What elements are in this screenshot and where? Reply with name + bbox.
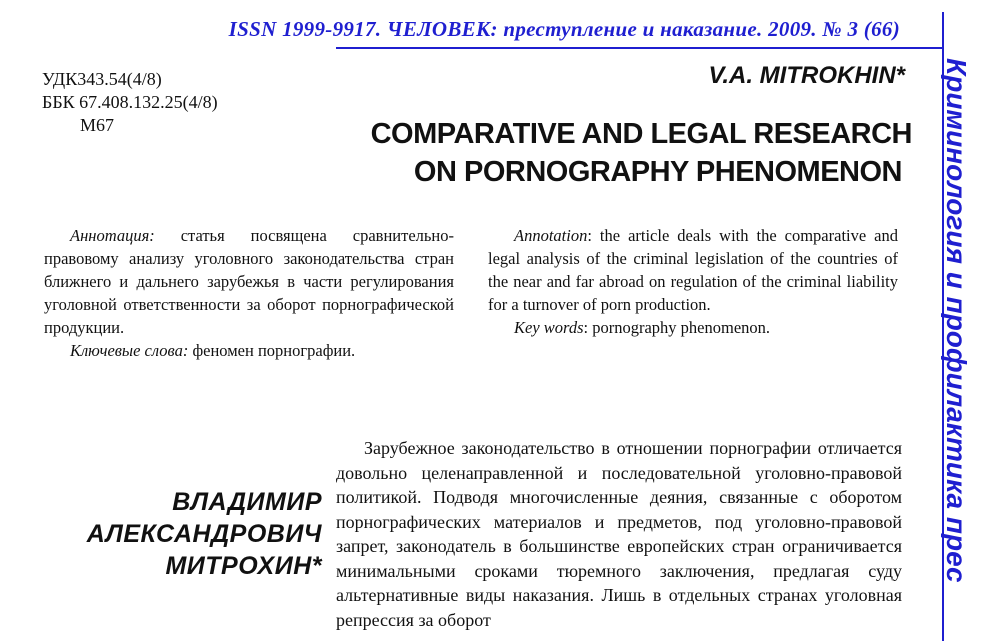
annotation-label-en: Annotation bbox=[514, 226, 588, 245]
section-banner: Криминология и профилактика прес bbox=[941, 58, 972, 583]
author-name-en: V.A. MITROKHIN* bbox=[708, 62, 905, 89]
udc-code: УДК343.54(4/8) bbox=[42, 69, 162, 89]
abstract-ru bbox=[44, 224, 454, 362]
author-mark-code: М67 bbox=[80, 115, 115, 135]
annotation-text-en: : the article deals with the comparative and legal analysis of the criminal legislation of the countries of the near and far abroad on regulation of the criminal liability for a turnover of porn production. bbox=[488, 226, 898, 314]
annotation-text-ru: статья посвящена сравнительно-правовому анализу уголовного законодательства стран ближнего и дальнего зарубежья в части регулирования уголовной ответственности за оборот порнографической продукции. bbox=[44, 226, 454, 337]
author-name-ru bbox=[40, 486, 322, 582]
keywords-text-en: : pornography phenomenon. bbox=[583, 318, 771, 337]
keywords-label-en: Key words bbox=[514, 318, 584, 337]
article-title bbox=[300, 115, 912, 191]
annotation-label-ru: Аннотация: bbox=[70, 226, 155, 245]
title-line-2: ON PORNOGRAPHY PHENOMENON bbox=[413, 156, 902, 188]
keywords-ru bbox=[44, 339, 454, 362]
author-first-name: ВЛАДИМИР bbox=[172, 488, 322, 516]
abstract-en bbox=[488, 224, 898, 339]
keywords-en bbox=[488, 316, 898, 339]
journal-header: ISSN 1999-9917. ЧЕЛОВЕК: преступление и наказание. 2009. № 3 (66) bbox=[228, 17, 900, 41]
keywords-label-ru: Ключевые слова: bbox=[70, 341, 189, 360]
author-surname: МИТРОХИН* bbox=[165, 552, 322, 580]
header-divider bbox=[336, 47, 944, 49]
annotation-en bbox=[488, 224, 898, 316]
article-body bbox=[336, 436, 902, 632]
body-paragraph: Зарубежное законодательство в отношении порнографии отличается довольно целенаправленной и последовательной уголовно-правовой политикой. Подводя многочисленные деяния, связанные с оборотом порнографических материалов и предметов, под уголовно-правовой запрет, законодатель в большинстве европейских стран ограничивается минимальными сроками тюремного заключения, предлагая суду альтернативные виды наказания. Лишь в отдельных странах уголовная репрессия за оборот bbox=[336, 438, 902, 630]
title-line-1: COMPARATIVE AND LEGAL RESEARCH bbox=[370, 118, 912, 150]
annotation-ru bbox=[44, 224, 454, 339]
classification-block bbox=[42, 68, 218, 137]
keywords-text-ru: феномен порнографии. bbox=[188, 341, 356, 360]
bbk-code: ББК 67.408.132.25(4/8) bbox=[42, 92, 218, 112]
author-patronymic: АЛЕКСАНДРОВИЧ bbox=[86, 520, 322, 548]
